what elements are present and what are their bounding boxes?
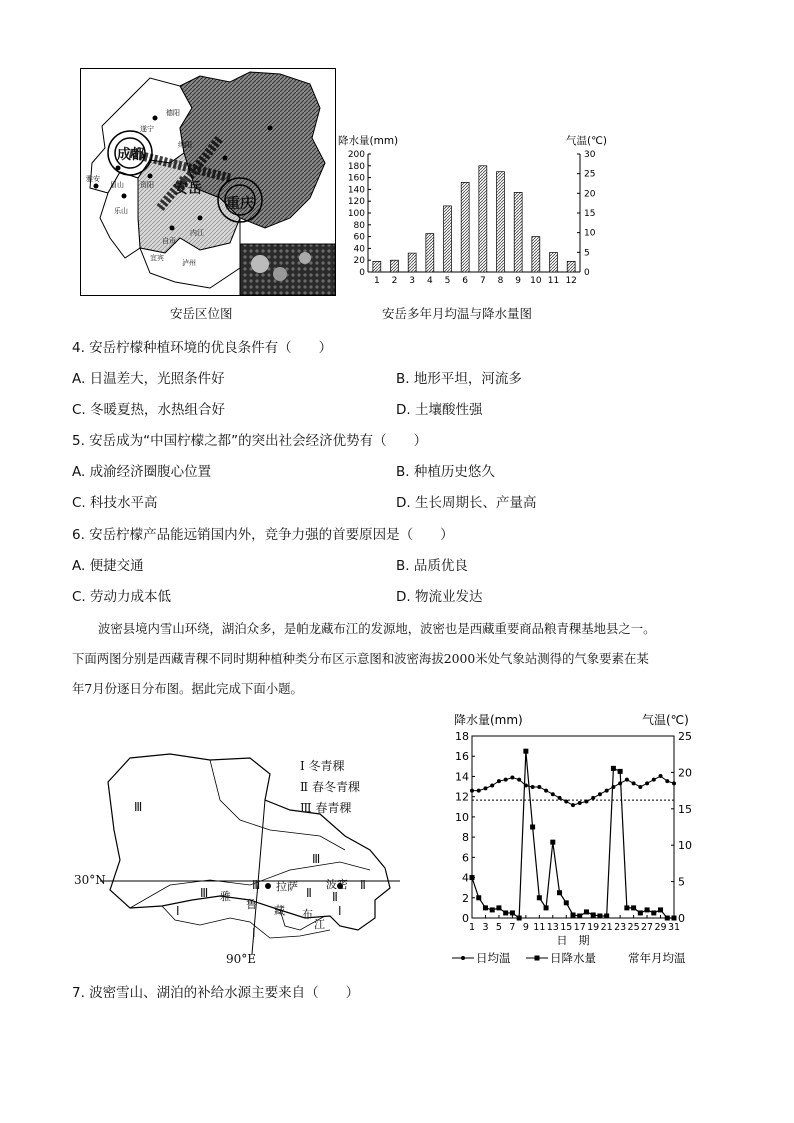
daily-precip-point [470, 875, 475, 880]
plot-frame [472, 736, 674, 918]
daily-precip-point [544, 905, 549, 910]
map-label-small: 泸州 [182, 259, 196, 267]
daily-temp-point [632, 781, 636, 785]
daily-precip-point [658, 907, 663, 912]
y-tick-label: 6 [462, 851, 469, 865]
y2-tick-label: 30 [584, 150, 596, 160]
precip-bar [514, 192, 522, 272]
y-tick-label: 180 [347, 161, 365, 172]
x-tick-label: 12 [565, 276, 577, 286]
x-axis-title: 日 期 [556, 934, 590, 947]
y2-tick-label: 0 [678, 912, 685, 925]
daily-precip-point [631, 905, 636, 910]
answer-option[interactable]: C. 冬暖夏热，水热组合好 [72, 402, 226, 418]
x-tick-label: 7 [479, 276, 486, 286]
tibet-barley-map [74, 740, 410, 970]
y-tick-label: 80 [353, 220, 365, 231]
daily-precip-point [503, 910, 508, 915]
daily-temp-point [504, 778, 508, 782]
precip-bar [479, 166, 487, 272]
y-tick-label: 4 [462, 871, 469, 885]
river-label-char: 雅 [220, 890, 231, 903]
daily-precip-point [665, 916, 670, 921]
x-tick-label: 10 [530, 276, 542, 286]
map-label-small: 遂宁 [140, 125, 154, 133]
daily-precip-point [591, 912, 596, 917]
precip-bar [444, 206, 452, 272]
map-label-small: 眉山 [110, 181, 124, 189]
daily-temp-point [584, 800, 588, 804]
map-label-small: 德阳 [166, 109, 180, 117]
x-tick-label: 5 [495, 922, 502, 933]
region-mark: Ⅰ [252, 926, 256, 940]
x-tick-label: 7 [509, 922, 516, 933]
map-label-small: 绵阳 [178, 141, 192, 149]
daily-temp-point [470, 789, 474, 793]
x-tick-label: 1 [468, 922, 476, 933]
y2-tick-label: 25 [678, 730, 692, 743]
legend-temp-label: 日均温 [476, 951, 511, 965]
answer-option[interactable]: B. 品质优良 [396, 558, 468, 574]
region-mark: Ⅲ [200, 886, 209, 900]
region-mark: Ⅲ [252, 878, 261, 892]
daily-temp-point [638, 785, 642, 789]
y2-axis-title: 气温(℃) [642, 713, 689, 727]
answer-option[interactable]: D. 土壤酸性强 [396, 402, 483, 418]
daily-precip-point [638, 910, 643, 915]
legend-precip-marker [535, 956, 540, 961]
x-tick-label: 31 [667, 922, 681, 933]
chart-caption: 安岳多年月均温与降水量图 [382, 306, 533, 321]
region-mark: Ⅲ [312, 852, 321, 866]
place-label-lhasa: 拉萨 [276, 880, 298, 893]
question-stem: 4. 安岳柠檬种植环境的优良条件有（ ） [72, 340, 333, 356]
daily-temp-point [558, 796, 562, 800]
passage-line: 年7月份逐日分布图。据此完成下面小题。 [72, 681, 303, 696]
region-mark: Ⅲ [134, 800, 143, 814]
precip-bar [567, 261, 575, 272]
daily-temp-point [564, 800, 568, 804]
y-tick-label: 40 [353, 244, 365, 255]
y-tick-label: 12 [455, 790, 469, 804]
daily-precip-point [618, 769, 623, 774]
x-tick-label: 2 [391, 276, 398, 286]
x-tick-label: 17 [573, 922, 586, 933]
precip-bar [373, 261, 381, 272]
precip-bar [550, 253, 558, 272]
answer-option[interactable]: D. 物流业发达 [396, 589, 483, 605]
daily-precip-point [564, 900, 569, 905]
x-tick-label: 6 [462, 276, 469, 286]
lat-label: 30°N [74, 873, 106, 887]
daily-precip-point [557, 890, 562, 895]
daily-temp-point [551, 792, 555, 796]
daily-temp-point [578, 801, 582, 805]
daily-precip-point [550, 840, 555, 845]
map-label-chongqing: 重庆 [226, 196, 254, 212]
y-tick-label: 140 [347, 185, 365, 196]
map-label-small: 雅安 [86, 175, 100, 183]
daily-temp-point [483, 786, 487, 790]
precip-bar [391, 260, 399, 272]
x-tick-label: 5 [444, 276, 451, 286]
y2-tick-label: 0 [584, 268, 590, 278]
daily-temp-point [659, 774, 663, 778]
map-label-small: 乐山 [114, 207, 128, 215]
y-tick-label: 14 [455, 770, 469, 784]
y-tick-label: 100 [347, 209, 365, 219]
legend-precip-label: 日降水量 [550, 951, 596, 965]
x-tick-label: 9 [522, 922, 529, 933]
x-tick-label: 11 [547, 276, 560, 286]
answer-option[interactable]: A. 便捷交通 [72, 558, 144, 574]
daily-precip-point [571, 912, 576, 917]
y2-tick-label: 20 [584, 189, 596, 200]
daily-precip-line [472, 751, 674, 918]
daily-precip-point [624, 905, 629, 910]
daily-precip-point [604, 913, 609, 918]
place-label-bomi: 波密 [326, 878, 348, 891]
answer-option[interactable]: A. 日温差大，光照条件好 [72, 371, 225, 387]
daily-temp-point [645, 781, 649, 785]
daily-temp-point [571, 803, 575, 807]
x-tick-label: 11 [533, 922, 546, 933]
river-label-char: 江 [314, 918, 325, 931]
y-tick-label: 8 [462, 831, 469, 845]
bomi-july-daily-chart [440, 710, 716, 972]
daily-precip-point [496, 905, 501, 910]
daily-precip-point [523, 749, 528, 754]
x-tick-label: 15 [560, 922, 573, 933]
question-7-stem: 7. 波密雪山、湖泊的补给水源主要来自（ ） [72, 985, 360, 1001]
y2-tick-label: 20 [678, 766, 692, 780]
precip-bar [461, 182, 469, 272]
y2-tick-label: 5 [678, 875, 685, 889]
precip-bar [532, 237, 540, 272]
y2-tick-label: 25 [584, 169, 596, 180]
daily-precip-point [537, 895, 542, 900]
x-tick-label: 21 [600, 922, 613, 933]
daily-precip-point [476, 895, 481, 900]
daily-temp-point [497, 779, 501, 783]
x-tick-label: 23 [614, 922, 627, 933]
y-tick-label: 16 [455, 750, 469, 764]
y-tick-label: 60 [353, 232, 365, 243]
x-tick-label: 8 [497, 276, 504, 286]
y2-tick-label: 15 [678, 802, 692, 816]
daily-precip-point [645, 907, 650, 912]
passage-line: 波密县境内雪山环绕，湖泊众多，是帕龙藏布江的发源地，波密也是西藏重要商品粮青稞基地县之一。 [98, 621, 656, 636]
answer-option[interactable]: C. 劳动力成本低 [72, 589, 172, 605]
map-label-chengdu: 成都 [117, 147, 145, 163]
daily-precip-point [651, 910, 656, 915]
x-tick-label: 13 [546, 922, 559, 933]
daily-temp-point [591, 796, 595, 800]
river-label-char: 鲁 [246, 898, 257, 911]
x-tick-label: 1 [373, 276, 380, 286]
y-tick-label: 200 [347, 150, 365, 160]
y-tick-label: 160 [347, 173, 365, 184]
daily-precip-point [577, 913, 582, 918]
map-label-small: 宜宾 [150, 254, 164, 262]
map-caption: 安岳区位图 [170, 306, 233, 321]
daily-temp-point [672, 781, 676, 785]
daily-temp-point [605, 789, 609, 793]
x-tick-label: 19 [587, 922, 600, 933]
daily-temp-point [544, 789, 548, 793]
x-tick-label: 29 [654, 922, 667, 933]
legend-item: Ⅲ 春青稞 [300, 801, 352, 815]
region-mark: Ⅱ [332, 890, 338, 904]
legend-normal-label: 常年月均温 [628, 951, 686, 965]
map-label-small: 资阳 [140, 181, 154, 189]
daily-precip-point [483, 905, 488, 910]
anyue-location-map [80, 68, 336, 296]
x-tick-label: 9 [515, 276, 522, 286]
daily-temp-point [490, 784, 494, 788]
y2-axis-title: 气温(℃) [566, 135, 607, 147]
map-label-anyue: 安岳 [174, 181, 202, 197]
y2-tick-label: 5 [584, 248, 590, 259]
daily-temp-point [531, 785, 535, 789]
question-stem: 5. 安岳成为“中国柠檬之都”的突出社会经济优势有（ ） [72, 433, 428, 449]
answer-option[interactable]: A. 成渝经济圈腹心位置 [72, 464, 212, 480]
precip-bar [426, 234, 434, 272]
legend-item: Ⅱ 春冬青稞 [300, 780, 360, 794]
daily-precip-point [611, 766, 616, 771]
question-stem: 6. 安岳柠檬产品能远销国内外，竞争力强的首要原因是（ ） [72, 527, 454, 543]
region-mark: Ⅰ [338, 904, 342, 918]
daily-precip-point [530, 825, 535, 830]
region-mark: Ⅰ [176, 904, 180, 918]
map-legend [300, 756, 360, 819]
daily-precip-point [517, 916, 522, 921]
daily-precip-point [584, 909, 589, 914]
y-tick-label: 10 [455, 810, 469, 824]
x-tick-label: 3 [409, 276, 416, 286]
y-tick-label: 18 [455, 730, 469, 743]
y2-tick-label: 15 [584, 209, 596, 219]
legend-item: Ⅰ 冬青稞 [300, 759, 345, 773]
daily-precip-point [597, 913, 602, 918]
y2-tick-label: 10 [678, 839, 692, 853]
answer-option[interactable]: B. 地形平坦，河流多 [396, 371, 522, 387]
y-tick-label: 20 [353, 256, 365, 267]
river-label-char: 藏 [274, 904, 285, 917]
y-tick-label: 120 [347, 197, 365, 208]
daily-temp-point [598, 792, 602, 796]
y-axis-title: 降水量(mm) [338, 135, 399, 147]
daily-temp-point [537, 785, 541, 789]
answer-option[interactable]: D. 生长周期长、产量高 [396, 495, 537, 511]
region-mark: Ⅱ [360, 878, 366, 892]
precip-bar [497, 172, 505, 272]
daily-precip-point [672, 916, 677, 921]
x-tick-label: 3 [482, 922, 489, 933]
daily-temp-point [665, 779, 669, 783]
answer-option[interactable]: B. 种植历史悠久 [396, 464, 495, 480]
y-tick-label: 0 [359, 268, 365, 278]
daily-precip-point [510, 910, 515, 915]
y-tick-label: 2 [462, 891, 469, 905]
x-tick-label: 25 [627, 922, 640, 933]
daily-temp-point [510, 775, 514, 779]
map-label-small: 内江 [190, 229, 204, 237]
y-tick-label: 0 [462, 912, 469, 925]
river-label-char: 布 [302, 908, 313, 921]
region-mark: Ⅱ [306, 886, 312, 900]
daily-temp-point [477, 789, 481, 793]
daily-temp-point [652, 778, 656, 782]
x-tick-label: 4 [426, 276, 433, 286]
map-label-small: 自贡 [162, 237, 176, 245]
anyue-climate-chart [336, 128, 626, 298]
passage-line: 下面两图分别是西藏青稞不同时期种植种类分布区示意图和波密海拔2000米处气象站测得的气象要素在某 [72, 651, 649, 666]
lon-label: 90°E [226, 952, 257, 966]
answer-option[interactable]: C. 科技水平高 [72, 495, 158, 511]
y2-tick-label: 10 [584, 228, 596, 239]
y-axis-title: 降水量(mm) [454, 713, 523, 727]
daily-precip-point [490, 907, 495, 912]
precip-bar [408, 253, 416, 272]
daily-temp-point [625, 778, 629, 782]
daily-temp-point [517, 778, 521, 782]
daily-temp-line [472, 776, 674, 805]
legend-temp-marker [461, 956, 465, 960]
x-tick-label: 27 [641, 922, 654, 933]
